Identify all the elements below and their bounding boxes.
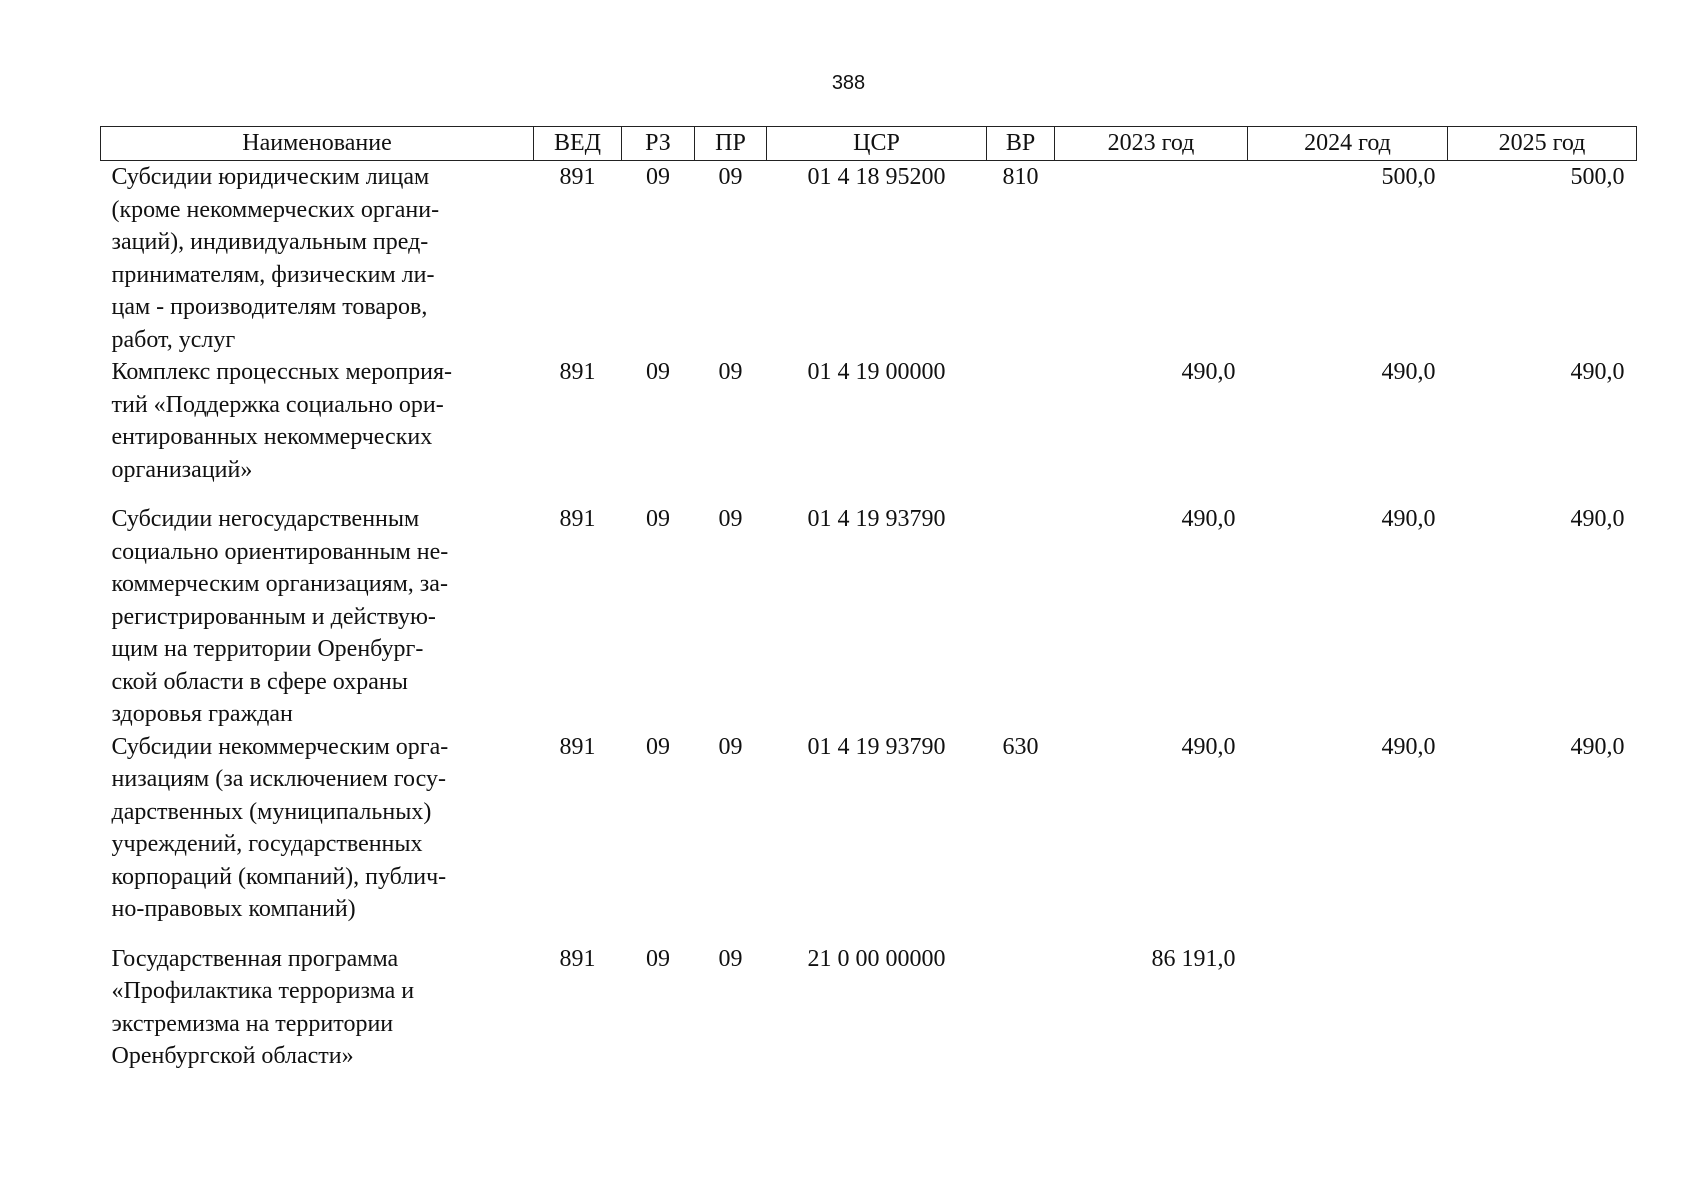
cell-name <box>101 503 534 731</box>
cell-rz: 09 <box>646 506 670 532</box>
name-line: Государственная программа <box>111 945 399 972</box>
name-line: Комплекс процессных мероприя- <box>111 359 452 385</box>
cell-csr: 21 0 00 00000 <box>807 945 946 972</box>
cell-2023: 490,0 <box>1181 506 1236 532</box>
cell-pr: 09 <box>718 506 743 532</box>
name-line: корпораций (компаний), публич- <box>111 863 447 890</box>
name-line: здоровья граждан <box>111 701 293 727</box>
name-line: но-правовых компаний) <box>111 896 356 922</box>
cell-2025 <box>1448 943 1637 1073</box>
name-line: работ, услуг <box>111 326 236 353</box>
cell-ved: 891 <box>559 733 596 760</box>
cell-2025: 490,0 <box>1570 733 1625 760</box>
cell-vr: 630 <box>1002 733 1039 760</box>
cell-2025: 490,0 <box>1570 359 1625 385</box>
name-line: Субсидии некоммерческим орга- <box>111 733 449 760</box>
name-line: (кроме некоммерческих органи- <box>111 196 440 223</box>
name-line: экстремизма на территории <box>111 1010 394 1037</box>
cell-ved: 891 <box>559 359 596 385</box>
name-line: регистрированным и действую- <box>111 603 436 630</box>
cell-ved: 891 <box>559 945 596 972</box>
name-line: коммерческим организациям, за- <box>111 571 448 597</box>
name-line: принимателям, физическим ли- <box>111 261 435 288</box>
budget-table <box>100 126 1637 1073</box>
cell-name <box>101 161 534 357</box>
cell-csr: 01 4 18 95200 <box>807 164 946 190</box>
col-header-rz: РЗ <box>622 127 695 161</box>
cell-vr <box>987 943 1055 1073</box>
name-line: Субсидии негосударственным <box>111 506 420 532</box>
col-header-csr: ЦСР <box>767 127 987 161</box>
col-header-name: Наименование <box>101 127 534 161</box>
cell-2025: 500,0 <box>1570 164 1625 190</box>
table-row <box>101 731 1637 943</box>
name-line: щим на территории Оренбург- <box>111 636 424 662</box>
name-line: дарственных (муниципальных) <box>111 798 432 825</box>
table-body <box>101 161 1637 1073</box>
col-header-2024: 2024 год <box>1248 127 1448 161</box>
cell-name <box>101 356 534 503</box>
name-line: социально ориентированным не- <box>111 538 449 565</box>
cell-2025: 490,0 <box>1570 506 1625 532</box>
cell-2023: 490,0 <box>1181 359 1236 385</box>
cell-2024 <box>1248 943 1448 1073</box>
cell-csr: 01 4 19 93790 <box>807 733 946 760</box>
name-line: организаций» <box>111 456 253 483</box>
cell-2023: 490,0 <box>1181 733 1236 760</box>
table-header <box>101 127 1637 161</box>
table-row <box>101 356 1637 503</box>
name-line: «Профилактика терроризма и <box>111 978 415 1004</box>
cell-2024: 490,0 <box>1381 359 1436 385</box>
name-line: учреждений, государственных <box>111 831 423 857</box>
name-line: Оренбургской области» <box>111 1043 354 1069</box>
cell-pr: 09 <box>718 359 743 385</box>
cell-2024: 490,0 <box>1381 733 1436 760</box>
cell-csr: 01 4 19 93790 <box>807 506 946 532</box>
header-row <box>101 127 1637 161</box>
cell-pr: 09 <box>718 164 743 190</box>
page-number: 388 <box>831 72 866 94</box>
cell-pr: 09 <box>718 945 743 972</box>
cell-ved: 891 <box>559 506 596 532</box>
cell-ved: 891 <box>559 164 596 190</box>
col-header-2025: 2025 год <box>1448 127 1637 161</box>
col-header-2023: 2023 год <box>1055 127 1248 161</box>
cell-2023: 86 191,0 <box>1151 945 1236 972</box>
name-line: Субсидии юридическим лицам <box>111 164 430 190</box>
cell-name <box>101 731 534 943</box>
name-line: ской области в сфере охраны <box>111 668 408 695</box>
table-row <box>101 161 1637 357</box>
cell-vr <box>987 503 1055 731</box>
name-line: низациям (за исключением госу- <box>111 766 446 792</box>
name-line: заций), индивидуальным пред- <box>111 229 429 255</box>
col-header-ved: ВЕД <box>534 127 622 161</box>
cell-rz: 09 <box>646 164 670 190</box>
cell-name <box>101 943 534 1073</box>
cell-2024: 490,0 <box>1381 506 1436 532</box>
cell-vr: 810 <box>1002 164 1039 190</box>
cell-2023 <box>1055 161 1248 357</box>
cell-csr: 01 4 19 00000 <box>807 359 946 385</box>
name-line: ентированных некоммерческих <box>111 424 433 450</box>
table-row <box>101 503 1637 731</box>
table-row <box>101 943 1637 1073</box>
cell-rz: 09 <box>646 733 670 760</box>
name-line: тий «Поддержка социально ори- <box>111 391 444 418</box>
cell-2024: 500,0 <box>1381 164 1436 190</box>
cell-vr <box>987 356 1055 503</box>
cell-rz: 09 <box>646 945 670 972</box>
col-header-vr: ВР <box>987 127 1055 161</box>
name-line: цам - производителям товаров, <box>111 294 428 320</box>
cell-pr: 09 <box>718 733 743 760</box>
cell-rz: 09 <box>646 359 670 385</box>
col-header-pr: ПР <box>695 127 767 161</box>
